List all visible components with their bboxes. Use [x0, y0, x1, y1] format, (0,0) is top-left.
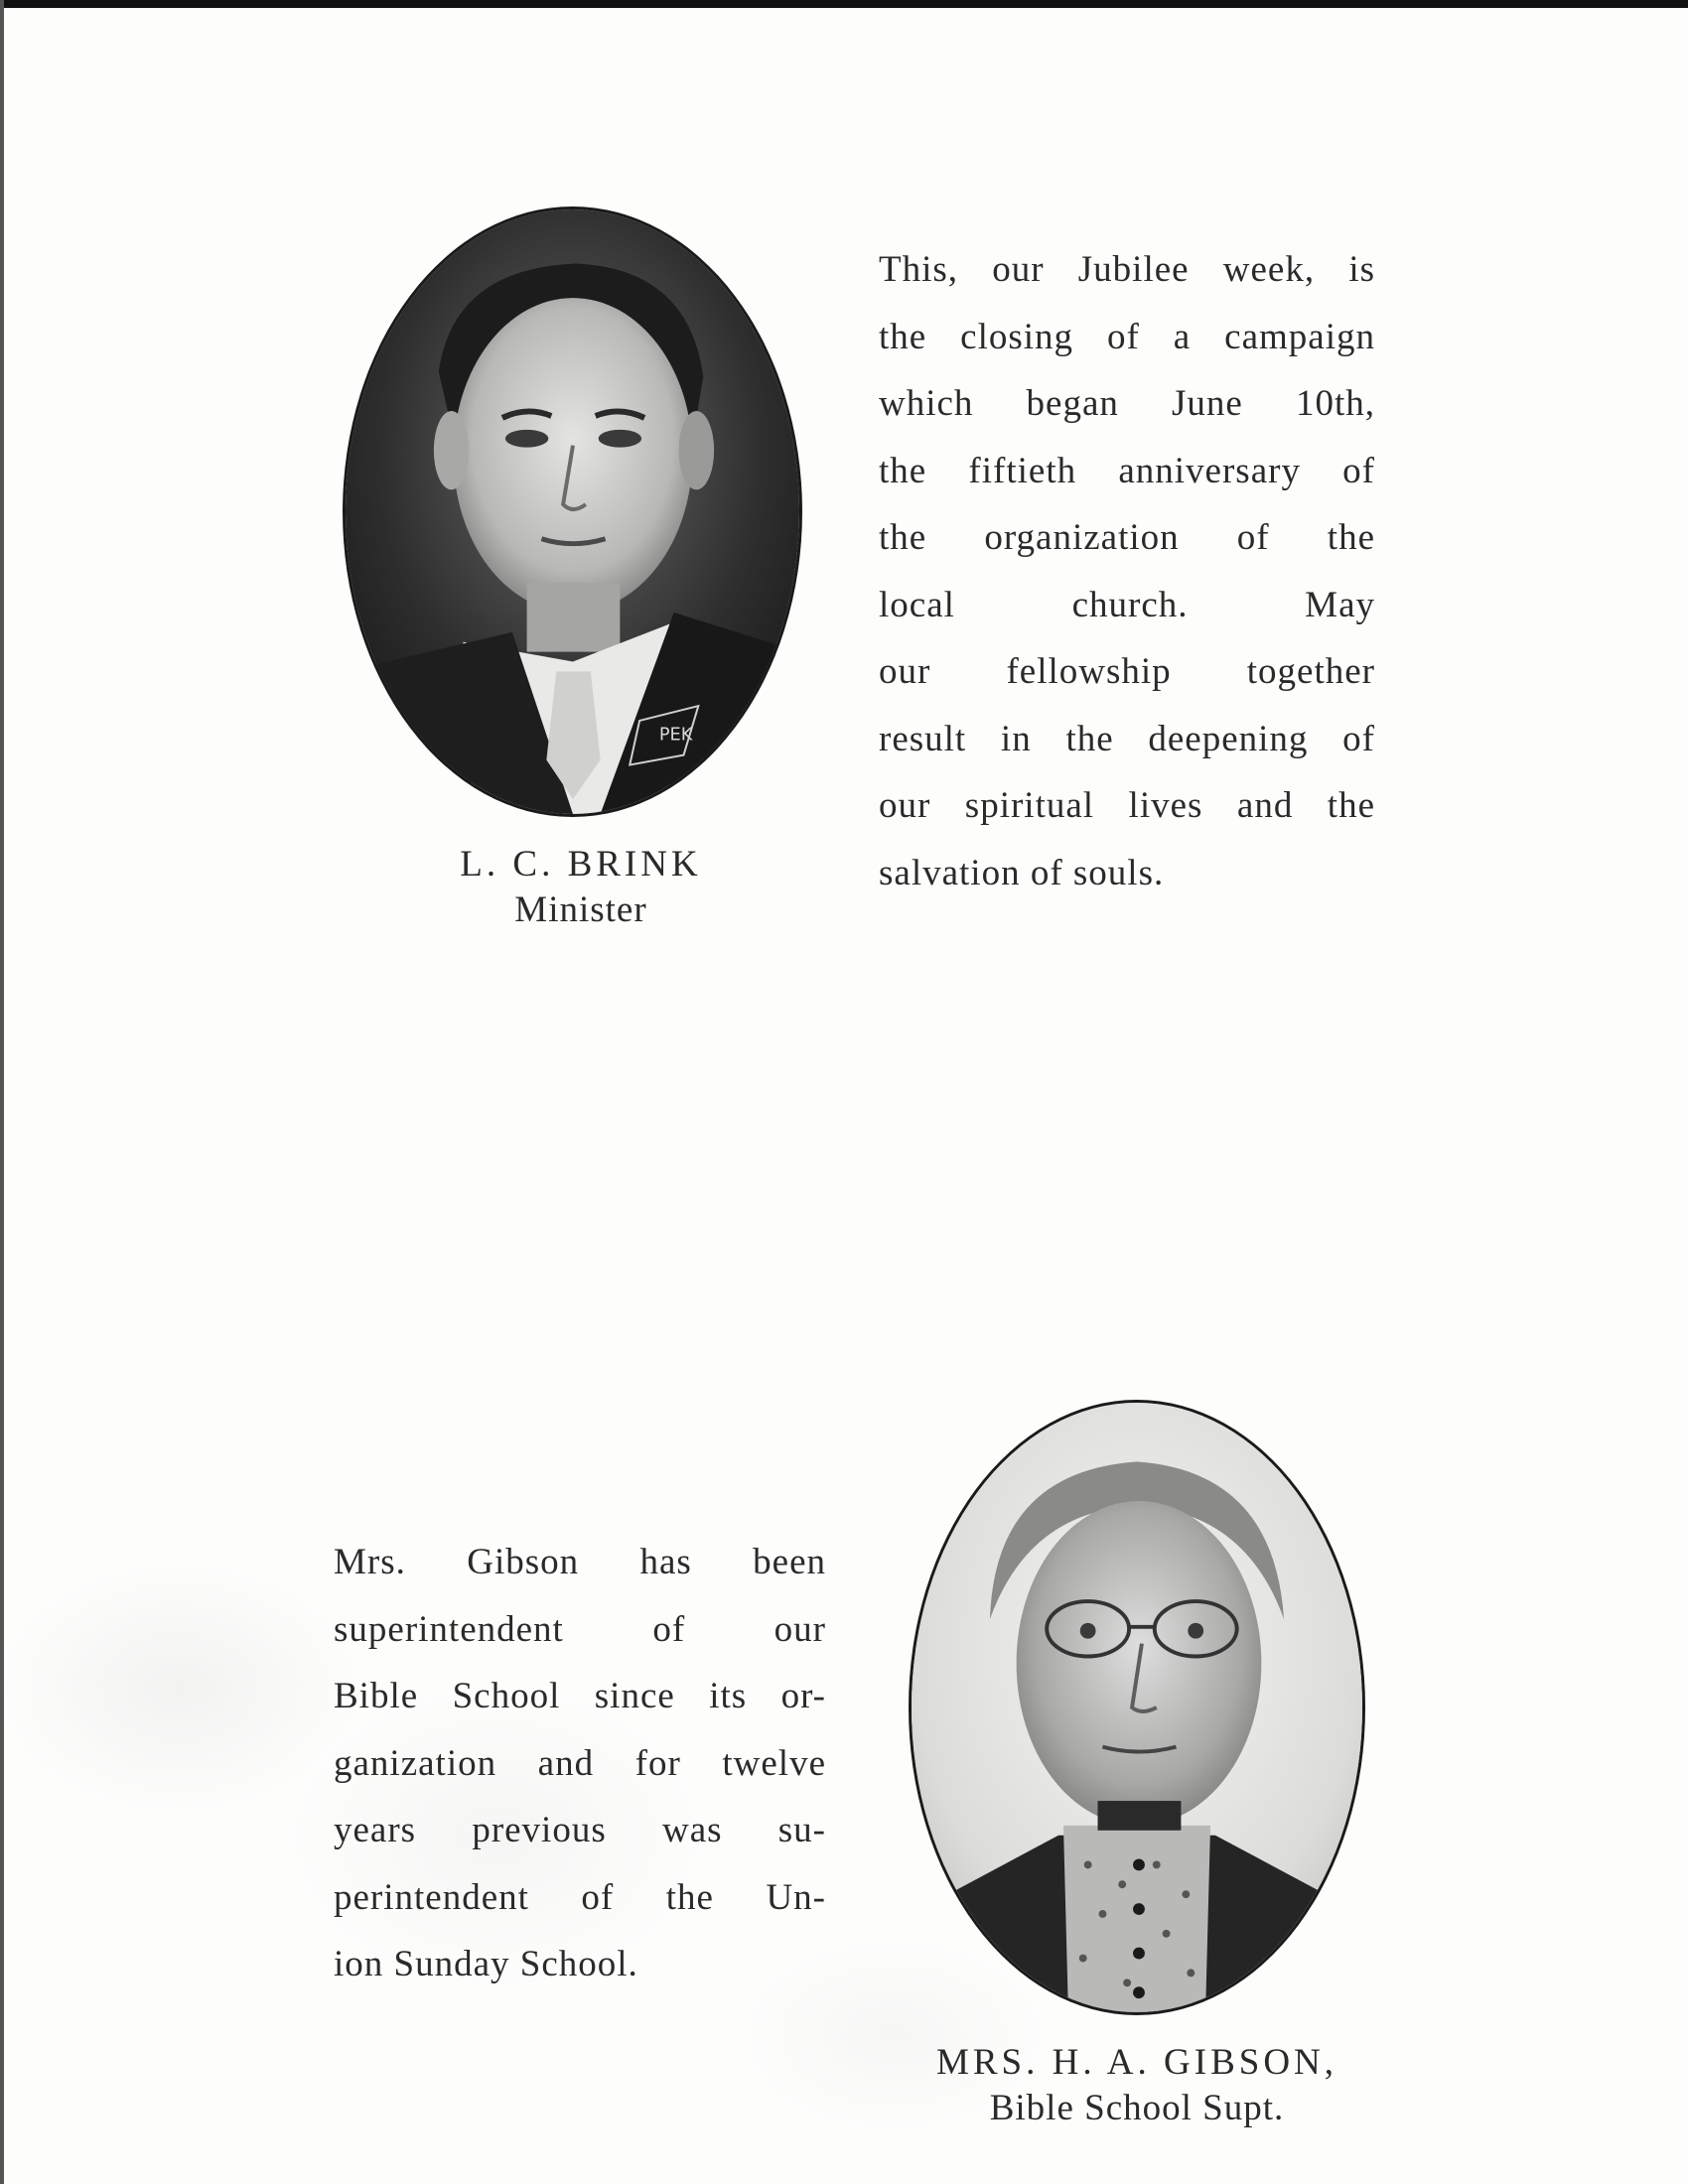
- minister-portrait: [343, 206, 802, 817]
- text-line: years previous was su-: [334, 1810, 826, 1850]
- text-line: superintendent of our: [334, 1608, 826, 1650]
- text-line: salvation of souls.: [879, 852, 1165, 893]
- text-line: result in the deepening of: [879, 718, 1375, 759]
- superintendent-portrait: [909, 1400, 1365, 2015]
- text-line: which began June 10th,: [879, 383, 1375, 424]
- minister-caption: [397, 842, 765, 934]
- left-border: [0, 0, 4, 2184]
- text-line: ion Sunday School.: [334, 1944, 638, 1984]
- text-line: the organization of the: [879, 517, 1375, 558]
- text-line: local church. May: [879, 584, 1375, 625]
- minister-name: L. C. BRINK: [460, 844, 702, 885]
- text-line: the fiftieth anniversary of: [879, 450, 1375, 491]
- text-line: Bible School since its or-: [334, 1676, 826, 1716]
- text-line: our fellowship together: [879, 651, 1375, 692]
- superintendent-title: Bible School Supt.: [989, 2088, 1285, 2129]
- text-line: This, our Jubilee week, is: [879, 249, 1375, 290]
- text-line: our spiritual lives and the: [879, 785, 1375, 826]
- superintendent-caption: [874, 2040, 1400, 2132]
- photographer-mark: PEK: [658, 724, 693, 746]
- text-line: perintendent of the Un-: [334, 1876, 826, 1918]
- top-border: [0, 0, 1688, 8]
- text-line: ganization and for twelve: [334, 1742, 826, 1784]
- superintendent-name: MRS. H. A. GIBSON,: [935, 2042, 1338, 2083]
- text-line: the closing of a campaign: [879, 316, 1375, 357]
- minister-paragraph: [879, 236, 1375, 906]
- text-line: Mrs. Gibson has been: [334, 1542, 826, 1582]
- superintendent-paragraph: [334, 1529, 826, 1998]
- minister-title: Minister: [514, 889, 647, 931]
